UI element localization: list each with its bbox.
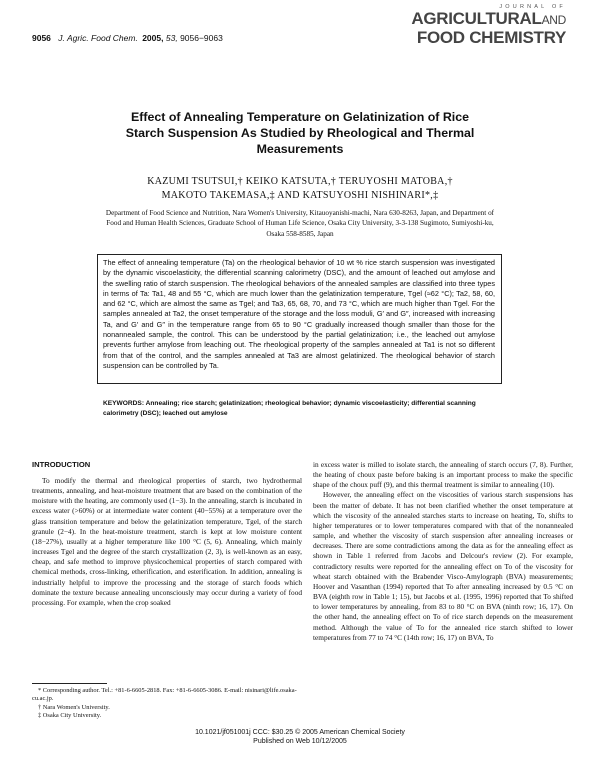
journal-year: 2005, [142,33,164,43]
journal-logo [396,4,566,46]
affiliation: Department of Food Science and Nutrition, Nara Women's University, Kitauoyanishi-machi, Nara 630-8263, Japan, and Department of Food and Human Health Sciences, Graduate School of Human Life Science, Osaka City University, 3-3-138 Sugimoto, Sumiyoshi-ku, Osaka 558-8585, Japan [105,209,495,238]
logo-line1: AGRICULTURAL [411,9,542,28]
logo-and: AND [541,13,566,27]
intro-paragraph-2: However, the annealing effect on the viscosities of various starch suspensions has been the matter of debate. It has not been clarified whether the onset temperature at which the viscosity of the annealed starches starts to increase on heating, To, shifts to higher temperatures or to lower temperatures compared with that of the nonannealed sample, and whether the viscosity of starch suspension after annealing increases or decreases. There are some contradictions among the data as for the annealing effect as shown in Table 1 referred from Jacobs and Delcour's review (2). For example, contradictory results were reported for the annealing effect on To of the viscosity for wheat starch obtained with the Brabender Visco-Amylograph (BVA) measurements; Hoover and Vasanthan (1994) reported that To after annealing increased by 0.5 °C on BVA (eighth row in Table 1; 15), but Jacobs et al. (1995, 1996) reported that To shifted to lower temperatures by annealing, from 83 to 80 °C on BVA (ninth row; 16, 17). On the other hand, the annealing effect on To of rice starch depends on the measurement method. Although the value of To for the annealed rice starch shifted to lower temperatures from 77 to 74 °C (14th row; 16, 17) on BVA, To [313,490,573,642]
journal-ref: J. Agric. Food Chem. [58,33,138,43]
authors-line2: MAKOTO TAKEMASA,‡ AND KATSUYOSHI NISHINARI*,‡ [161,190,439,201]
journal-pages: 9056−9063 [180,33,223,43]
article-title: Effect of Annealing Temperature on Gelatinization of Rice Starch Suspension As Studied by Rheological and Thermal Measurements [125,110,475,156]
section-heading-introduction: INTRODUCTION [32,460,91,469]
logo-top-text: JOURNAL OF [499,4,566,10]
intro-paragraph-1-continued: in excess water is milled to isolate starch, the annealing of starch occurs (7, 8). Further, the heating of choux paste before baking is an important process to make the specific shape of the choux puff (9), and this thermal treatment is similar to annealing (10). [313,460,573,490]
author-list [100,175,500,203]
keywords-label: KEYWORDS: [103,400,145,407]
abstract-text: The effect of annealing temperature (Ta) on the rheological behavior of 10 wt % rice starch suspension was investigated by the dynamic viscoelasticity, the differential scanning calorimetry (DSC), and the amount of leached out amylose and the swelling ratio of starch suspension. The rheological behaviors of the annealed samples are classified into three types in terms of Ta: Ta1, 48 and 55 °C, which are much lower than the gelatinization temperature, Tgel (≈62 °C); Ta2, 58, 60, and 62 °C, which are almost the same as Tgel; and Ta3, 65, 68, 70, and 73 °C, which are much higher than Tgel. For the samples annealed at Ta2, the onset temperature of the storage and the loss moduli, G′ and G″, increased with increasing Ta, and G′ and G″ in the temperature range from 65 to 90 °C gradually increased though smaller than those for the nonannealed sample, the control. This can be understood by the partial gelatinization; i.e., the leached out amylose prevents further amylose from leaching out. The rheological property of the samples annealed at Ta1 is not so different from that of the control, and the samples annealed at Ta3 are almost gelatinized. The rheological behavior of starch suspension can be controlled by Ta. [103,258,495,370]
footnotes [32,687,302,721]
doi-block [150,728,450,746]
logo-line2: FOOD CHEMISTRY [416,28,566,47]
right-column [313,460,573,643]
authors-line1: KAZUMI TSUTSUI,† KEIKO KATSUTA,† TERUYOSHI MATOBA,† [147,176,453,187]
footnote-rule [32,683,107,684]
journal-volume: 53, [165,33,178,43]
footnote-ddagger: ‡ Osaka City University. [38,712,102,720]
footnote-dagger: † Nara Women's University. [38,703,110,711]
page-number: 9056 [32,33,51,43]
published-line: Published on Web 10/12/2005 [253,738,347,745]
intro-paragraph-1: To modify the thermal and rheological properties of starch, two hydrothermal treatments, annealing, and heat-moisture treatment that are based on the combination of the moisture with the heating, are commonly used (1−3). In the annealing, starch is incubated in excess water (>60%) or at intermediate water content (40−55%) at a temperature over the glass transition temperature and below the gelatinization temperature, Tgel, of the starch granule (2−4). In the heat-moisture treatment, starch is kept at low moisture content (18−27%), usually at a higher temperature like 100 °C (5, 6). Annealing, which mainly increases Tgel and the degree of the starch crystallization (2, 3), is well-known as an easy, cheap, and safe method to improve physicochemical properties of starch compared with chemical methods, cross-linking, etherification, and esterification. In addition, annealing is industrially helpful to improve the processing and the storage of starch foods which dominate the texture because annealing unconsciously may occur during a variety of food processing. For example, when the crop soaked [32,476,302,607]
keywords-text: Annealing; rice starch; gelatinization; rheological behavior; dynamic viscoelasticity; differential scanning calorimetry (DSC); leached out amylose [103,400,476,417]
doi-line: 10.1021/jf051001j CCC: $30.25 © 2005 American Chemical Society [195,729,405,736]
abstract [103,258,495,371]
keywords [103,399,495,418]
left-column [32,476,302,608]
footnote-corresponding: * Corresponding author. Tel.: +81-6-6605-2818. Fax: +81-6-6605-3086. E-mail: nisinari@life.osaka-cu.ac.jp. [32,687,297,703]
running-header [32,33,223,43]
